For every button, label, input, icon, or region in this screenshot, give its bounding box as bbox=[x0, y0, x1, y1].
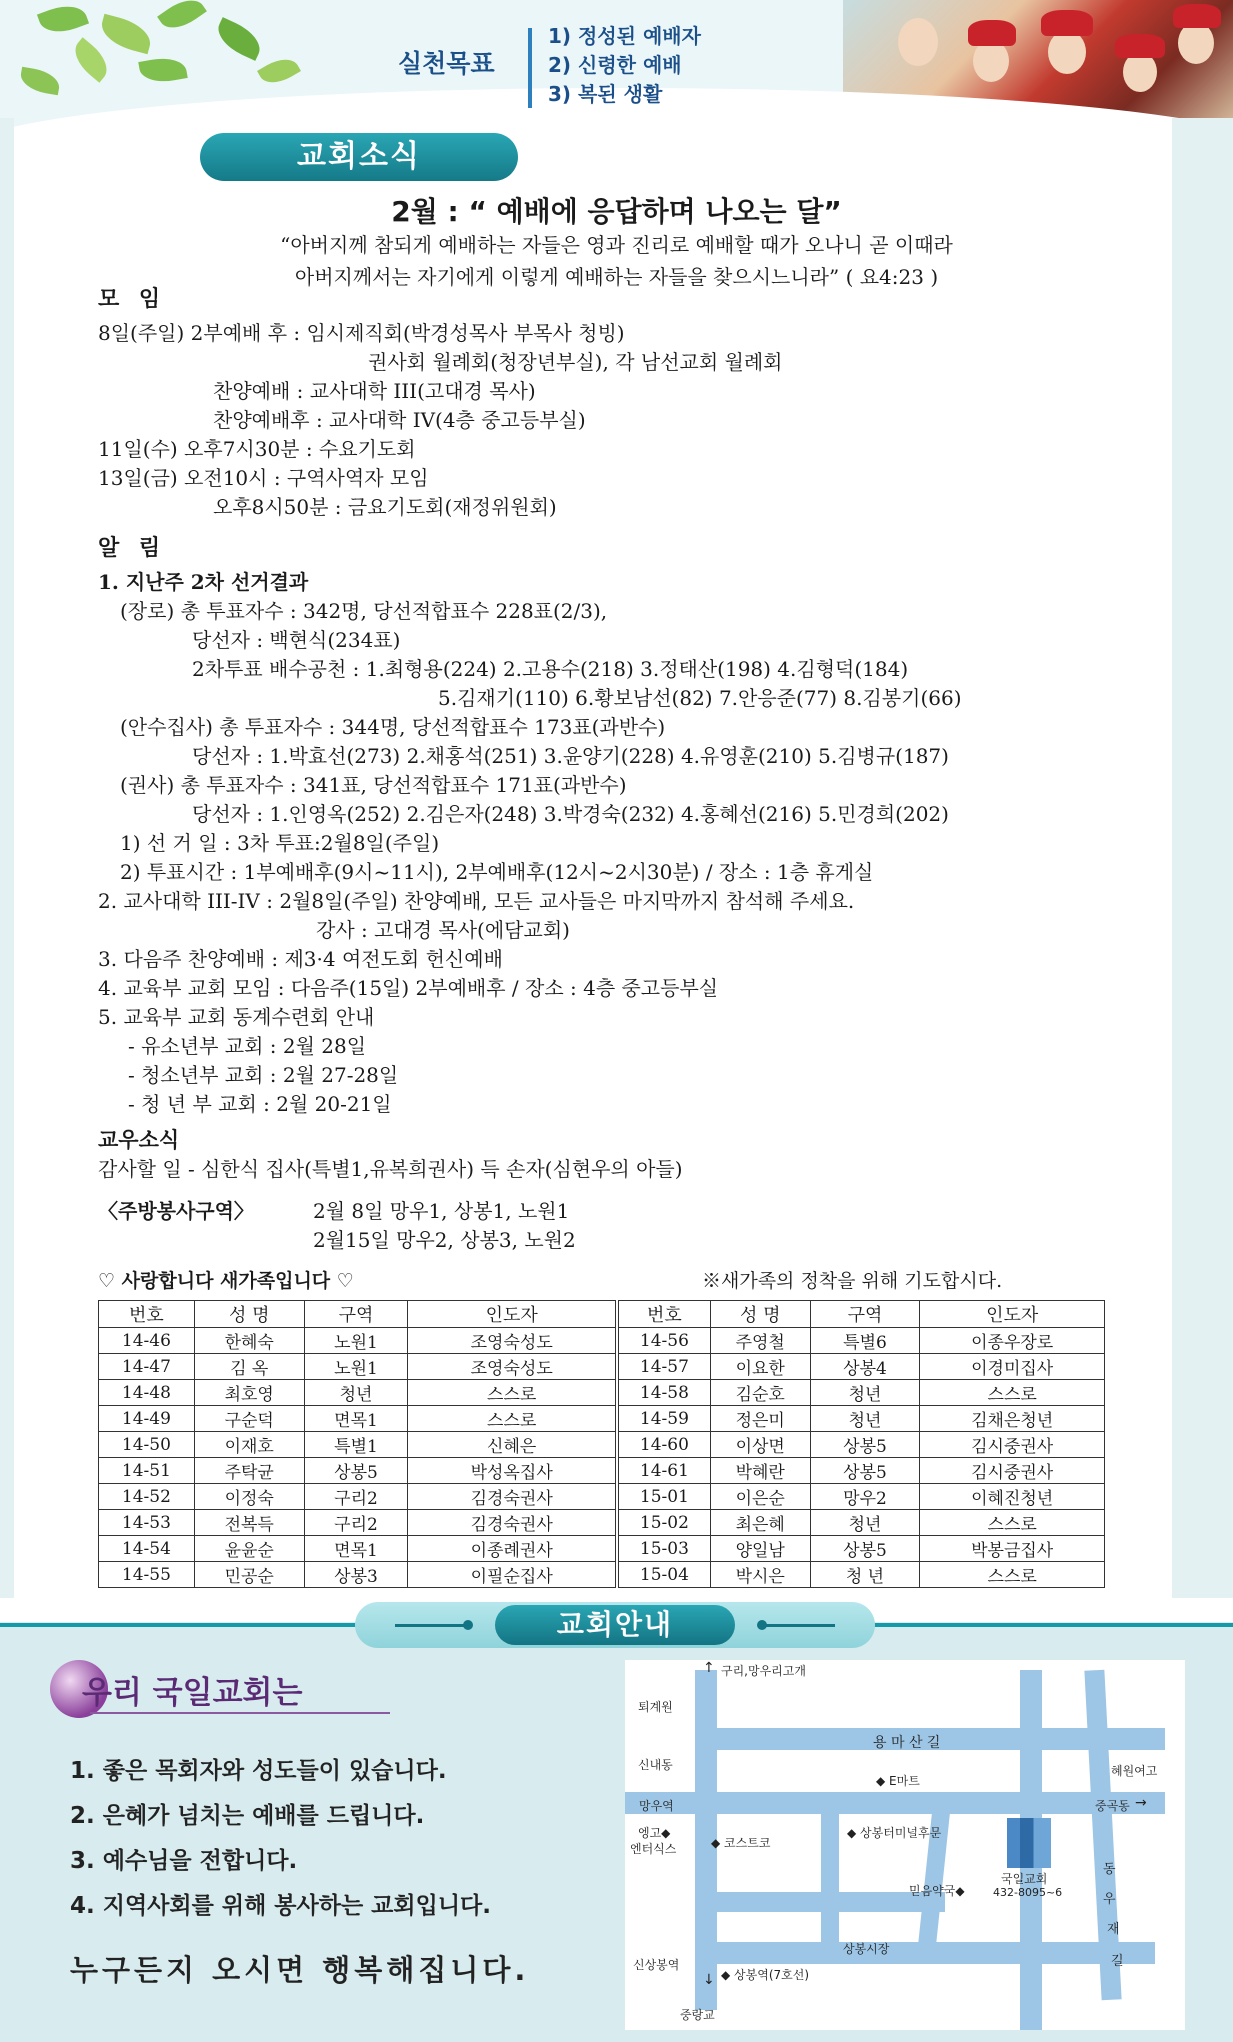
cell-name: 이정숙 bbox=[194, 1484, 304, 1510]
notice-line: 2) 투표시간 : 1부예배후(9시~11시), 2부예배후(12시~2시30분) / 장소 : 1층 휴게실 bbox=[120, 860, 874, 884]
table-row bbox=[99, 1458, 616, 1484]
col-header-district: 구역 bbox=[304, 1301, 408, 1328]
side-border-left bbox=[0, 118, 14, 1598]
cell-district: 상봉5 bbox=[810, 1458, 920, 1484]
church-map bbox=[625, 1660, 1185, 2030]
notice-line: 4. 교육부 교회 모임 : 다음주(15일) 2부예배후 / 장소 : 4층 중고등부실 bbox=[98, 976, 719, 1000]
table-row bbox=[99, 1406, 616, 1432]
table-row bbox=[619, 1484, 1105, 1510]
cell-guide: 스스로 bbox=[408, 1406, 616, 1432]
notice-line: 강사 : 고대경 목사(에담교회) bbox=[316, 918, 570, 942]
table-row bbox=[99, 1536, 616, 1562]
cell-name: 김 옥 bbox=[194, 1354, 304, 1380]
cell-number: 15-03 bbox=[619, 1536, 711, 1562]
notice-line: 당선자 : 백현식(234표) bbox=[192, 628, 401, 652]
map-label: 엥고◆ bbox=[638, 1826, 671, 1840]
cell-name: 민공순 bbox=[194, 1562, 304, 1588]
cell-name: 주영철 bbox=[710, 1328, 810, 1354]
map-label: 용 마 산 길 bbox=[873, 1735, 941, 1751]
map-label: ◆ E마트 bbox=[876, 1774, 920, 1788]
map-label: 중랑교 bbox=[680, 2008, 715, 2022]
cell-name: 이요한 bbox=[710, 1354, 810, 1380]
goal-title: 실천목표 bbox=[398, 49, 495, 78]
east-arrow-icon: → bbox=[1135, 1795, 1147, 1811]
church-building-icon bbox=[1007, 1818, 1051, 1868]
cell-number: 14-48 bbox=[99, 1380, 195, 1406]
cell-district: 상봉5 bbox=[810, 1432, 920, 1458]
table-row bbox=[99, 1432, 616, 1458]
table-row bbox=[99, 1484, 616, 1510]
guide-heading: 우리 국일교회는 bbox=[82, 1675, 303, 1711]
table-row bbox=[99, 1354, 616, 1380]
notice-line: 2. 교사대학 III-IV : 2월8일(주일) 찬양예배, 모든 교사들은 마지막까지 참석해 주세요. bbox=[98, 889, 855, 913]
goal-list bbox=[548, 22, 701, 109]
leaf-icon bbox=[257, 52, 301, 90]
cell-name: 주탁균 bbox=[194, 1458, 304, 1484]
guide-point: 4. 지역사회를 위해 봉사하는 교회입니다. bbox=[70, 1893, 491, 1919]
notice-line: (권사) 총 투표자수 : 341표, 당선적합표수 171표(과반수) bbox=[120, 773, 627, 797]
leaf-icon bbox=[37, 0, 89, 39]
cell-district: 상봉5 bbox=[304, 1458, 408, 1484]
cell-name: 최은혜 bbox=[710, 1510, 810, 1536]
meeting-line: 8일(주일) 2부예배 후 : 임시제직회(박경성목사 부목사 청빙) bbox=[98, 321, 625, 345]
cell-number: 14-55 bbox=[99, 1562, 195, 1588]
table-row bbox=[99, 1380, 616, 1406]
news-pill: 교회소식 bbox=[200, 133, 518, 181]
notice-line: (안수집사) 총 투표자수 : 344명, 당선적합표수 173표(과반수) bbox=[120, 715, 666, 739]
cell-guide: 박성옥집사 bbox=[408, 1458, 616, 1484]
cell-guide: 이경미집사 bbox=[920, 1354, 1105, 1380]
meeting-line: 권사회 월례회(청장년부실), 각 남선교회 월례회 bbox=[368, 350, 783, 374]
cell-name: 전복득 bbox=[194, 1510, 304, 1536]
cell-number: 14-57 bbox=[619, 1354, 711, 1380]
notice-line: 5.김재기(110) 6.황보남선(82) 7.안응준(77) 8.김봉기(66) bbox=[438, 686, 962, 710]
verse-line: “아버지께 참되게 예배하는 자들은 영과 진리로 예배할 때가 오나니 곧 이때라 bbox=[280, 233, 953, 257]
cell-number: 14-46 bbox=[99, 1328, 195, 1354]
map-label: 재 bbox=[1107, 1922, 1120, 1937]
guide-point: 1. 좋은 목회자와 성도들이 있습니다. bbox=[70, 1758, 447, 1784]
table-row bbox=[99, 1328, 616, 1354]
cell-number: 15-01 bbox=[619, 1484, 711, 1510]
newfamily-table-left bbox=[98, 1300, 616, 1588]
leaf-icon bbox=[212, 17, 266, 61]
cell-number: 14-56 bbox=[619, 1328, 711, 1354]
cell-name: 이은순 bbox=[710, 1484, 810, 1510]
cell-name: 한혜숙 bbox=[194, 1328, 304, 1354]
col-header-district: 구역 bbox=[810, 1301, 920, 1328]
goal-item: 3) 복된 생활 bbox=[548, 82, 663, 106]
map-road bbox=[821, 1814, 839, 1942]
cell-guide: 스스로 bbox=[920, 1510, 1105, 1536]
newfamily-table-right bbox=[618, 1300, 1105, 1588]
cell-guide: 조영숙성도 bbox=[408, 1354, 616, 1380]
map-label: 상봉시장 bbox=[843, 1942, 890, 1956]
guide-pill-label: 교회안내 bbox=[495, 1605, 735, 1645]
meeting-line: 찬양예배후 : 교사대학 IV(4층 중고등부실) bbox=[213, 408, 586, 432]
guide-point: 3. 예수님을 전합니다. bbox=[70, 1848, 298, 1874]
cell-number: 15-02 bbox=[619, 1510, 711, 1536]
verse-line: 아버지께서는 자기에게 이렇게 예배하는 자들을 찾으시느니라” ( 요4:23 ) bbox=[294, 265, 939, 289]
col-header-number: 번호 bbox=[99, 1301, 195, 1328]
cell-guide: 신혜은 bbox=[408, 1432, 616, 1458]
table-header-row bbox=[619, 1301, 1105, 1328]
meeting-heading: 모 임 bbox=[98, 287, 167, 312]
col-header-guide: 인도자 bbox=[920, 1301, 1105, 1328]
cell-district: 면목1 bbox=[304, 1406, 408, 1432]
map-label: ◆ 코스트코 bbox=[711, 1836, 771, 1850]
kitchen-heading: 〈주방봉사구역〉 bbox=[98, 1199, 254, 1223]
cell-name: 이상면 bbox=[710, 1432, 810, 1458]
table-row bbox=[619, 1536, 1105, 1562]
newfamily-prayer: ※새가족의 정착을 위해 기도합시다. bbox=[702, 1270, 1003, 1292]
cell-guide: 조영숙성도 bbox=[408, 1328, 616, 1354]
cell-number: 14-53 bbox=[99, 1510, 195, 1536]
cell-district: 망우2 bbox=[810, 1484, 920, 1510]
cell-guide: 스스로 bbox=[408, 1380, 616, 1406]
cell-number: 14-49 bbox=[99, 1406, 195, 1432]
table-row bbox=[99, 1510, 616, 1536]
cell-guide: 이혜진청년 bbox=[920, 1484, 1105, 1510]
cell-district: 상봉4 bbox=[810, 1354, 920, 1380]
cell-number: 14-58 bbox=[619, 1380, 711, 1406]
cell-number: 14-61 bbox=[619, 1458, 711, 1484]
map-road bbox=[625, 1792, 1165, 1814]
map-road bbox=[695, 1942, 1155, 1964]
cell-district: 면목1 bbox=[304, 1536, 408, 1562]
map-label: 망우역 bbox=[639, 1799, 674, 1813]
leaf-icon bbox=[67, 37, 115, 82]
table-row bbox=[619, 1380, 1105, 1406]
cell-number: 14-54 bbox=[99, 1536, 195, 1562]
newfamily-heading: ♡ 사랑합니다 새가족입니다 ♡ bbox=[98, 1270, 354, 1292]
notice-line: 2차투표 배수공천 : 1.최형용(224) 2.고용수(218) 3.정태산(198) 4.김형덕(184) bbox=[192, 657, 909, 681]
cell-district: 상봉3 bbox=[304, 1562, 408, 1588]
cell-name: 박혜란 bbox=[710, 1458, 810, 1484]
map-label: 길 bbox=[1111, 1954, 1124, 1969]
notice-line: (장로) 총 투표자수 : 342명, 당선적합표수 228표(2/3), bbox=[120, 599, 608, 623]
col-header-number: 번호 bbox=[619, 1301, 711, 1328]
cell-district: 특별1 bbox=[304, 1432, 408, 1458]
map-label: 구리,망우리고개 bbox=[721, 1664, 806, 1678]
cell-name: 정은미 bbox=[710, 1406, 810, 1432]
leaf-icon bbox=[157, 0, 207, 36]
slogan: 누구든지 오시면 행복해집니다. bbox=[70, 1953, 530, 1987]
map-label: 믿음약국◆ bbox=[909, 1884, 965, 1898]
cell-number: 15-04 bbox=[619, 1562, 711, 1588]
cell-number: 14-59 bbox=[619, 1406, 711, 1432]
north-arrow-icon: ↑ bbox=[703, 1660, 715, 1676]
table-row bbox=[619, 1432, 1105, 1458]
cell-guide: 김시중권사 bbox=[920, 1432, 1105, 1458]
side-border-right bbox=[1172, 118, 1233, 1598]
notice-line: 1) 선 거 일 : 3차 투표:2월8일(주일) bbox=[120, 831, 440, 855]
goal-item: 2) 신령한 예배 bbox=[548, 53, 682, 77]
table-row bbox=[619, 1328, 1105, 1354]
cell-district: 구리2 bbox=[304, 1510, 408, 1536]
cell-district: 청년 bbox=[304, 1380, 408, 1406]
notice-line: - 유소년부 교회 : 2월 28일 bbox=[128, 1034, 367, 1058]
cell-district: 노원1 bbox=[304, 1328, 408, 1354]
cell-name: 이재호 bbox=[194, 1432, 304, 1458]
leaf-icon bbox=[97, 14, 154, 55]
cell-district: 청년 bbox=[810, 1380, 920, 1406]
cell-guide: 김채은청년 bbox=[920, 1406, 1105, 1432]
notice-line: 5. 교육부 교회 동계수련회 안내 bbox=[98, 1005, 375, 1029]
cell-name: 구순덕 bbox=[194, 1406, 304, 1432]
notice-line: - 청 년 부 교회 : 2월 20-21일 bbox=[128, 1092, 392, 1116]
cell-name: 박시은 bbox=[710, 1562, 810, 1588]
map-road bbox=[695, 1892, 945, 1912]
goal-divider bbox=[528, 28, 532, 108]
notice-line: 당선자 : 1.인영옥(252) 2.김은자(248) 3.박경숙(232) 4.홍혜선(216) 5.민경희(202) bbox=[192, 802, 949, 826]
cell-name: 양일남 bbox=[710, 1536, 810, 1562]
meeting-line: 찬양예배 : 교사대학 III(고대경 목사) bbox=[213, 379, 536, 403]
cell-guide: 스스로 bbox=[920, 1380, 1105, 1406]
cell-number: 14-60 bbox=[619, 1432, 711, 1458]
members-heading: 교우소식 bbox=[98, 1128, 180, 1152]
page-title: 2월 : “ 예배에 응답하며 나오는 달” bbox=[391, 195, 842, 228]
col-header-name: 성 명 bbox=[710, 1301, 810, 1328]
cell-district: 청년 bbox=[810, 1510, 920, 1536]
table-row bbox=[619, 1510, 1105, 1536]
map-label: ◆ 상봉터미널후문 bbox=[847, 1826, 942, 1840]
map-label: 우 bbox=[1103, 1892, 1116, 1907]
map-label: 동 bbox=[1103, 1862, 1116, 1877]
cell-guide: 김경숙권사 bbox=[408, 1484, 616, 1510]
col-header-guide: 인도자 bbox=[408, 1301, 616, 1328]
cell-guide: 김시중권사 bbox=[920, 1458, 1105, 1484]
guide-point: 2. 은혜가 넘치는 예배를 드립니다. bbox=[70, 1803, 425, 1829]
cell-guide: 이필순집사 bbox=[408, 1562, 616, 1588]
cell-number: 14-47 bbox=[99, 1354, 195, 1380]
table-row bbox=[619, 1562, 1105, 1588]
cell-guide: 이종우장로 bbox=[920, 1328, 1105, 1354]
cell-district: 노원1 bbox=[304, 1354, 408, 1380]
cell-name: 최호영 bbox=[194, 1380, 304, 1406]
col-header-name: 성 명 bbox=[194, 1301, 304, 1328]
heading-underline bbox=[90, 1712, 390, 1714]
map-label: 퇴계원 bbox=[638, 1700, 673, 1714]
guide-pill bbox=[355, 1602, 875, 1648]
goal-item: 1) 정성된 예배자 bbox=[548, 24, 701, 48]
map-label: 국일교회 bbox=[1001, 1872, 1048, 1886]
meeting-line: 11일(수) 오후7시30분 : 수요기도회 bbox=[98, 437, 416, 461]
cell-number: 14-52 bbox=[99, 1484, 195, 1510]
meeting-line: 오후8시50분 : 금요기도회(재정위원회) bbox=[213, 495, 557, 519]
south-arrow-icon: ↓ bbox=[703, 1972, 715, 1988]
notice-line: 당선자 : 1.박효선(273) 2.채홍석(251) 3.윤양기(228) 4.유영훈(210) 5.김병규(187) bbox=[192, 744, 949, 768]
table-row bbox=[619, 1354, 1105, 1380]
notice-line: 1. 지난주 2차 선거결과 bbox=[98, 570, 309, 594]
map-label: 432-8095~6 bbox=[993, 1886, 1063, 1899]
cell-number: 14-50 bbox=[99, 1432, 195, 1458]
cell-guide: 박봉금집사 bbox=[920, 1536, 1105, 1562]
cell-district: 특별6 bbox=[810, 1328, 920, 1354]
notice-line: - 청소년부 교회 : 2월 27-28일 bbox=[128, 1063, 399, 1087]
header-banner bbox=[0, 0, 1233, 130]
kitchen-row: 2월15일 망우2, 상봉3, 노원2 bbox=[313, 1228, 576, 1252]
map-label: 혜원여고 bbox=[1111, 1764, 1158, 1778]
table-row bbox=[619, 1406, 1105, 1432]
map-label: 신상봉역 bbox=[633, 1958, 680, 1972]
table-header-row bbox=[99, 1301, 616, 1328]
cell-district: 구리2 bbox=[304, 1484, 408, 1510]
map-label: 엔터식스 bbox=[630, 1842, 677, 1856]
map-label: 중곡동 bbox=[1095, 1799, 1130, 1813]
notice-line: 3. 다음주 찬양예배 : 제3·4 여전도회 헌신예배 bbox=[98, 947, 503, 971]
leaf-icon bbox=[18, 67, 61, 96]
meeting-line: 13일(금) 오전10시 : 구역사역자 모임 bbox=[98, 466, 429, 490]
cell-number: 14-51 bbox=[99, 1458, 195, 1484]
cell-district: 상봉5 bbox=[810, 1536, 920, 1562]
map-label: 신내동 bbox=[638, 1758, 673, 1772]
cell-district: 청 년 bbox=[810, 1562, 920, 1588]
table-row bbox=[99, 1562, 616, 1588]
cell-name: 윤윤순 bbox=[194, 1536, 304, 1562]
notice-heading: 알 림 bbox=[98, 536, 167, 561]
table-row bbox=[619, 1458, 1105, 1484]
map-label: ◆ 상봉역(7호선) bbox=[721, 1968, 810, 1982]
leaf-icon bbox=[138, 54, 187, 86]
cell-district: 청년 bbox=[810, 1406, 920, 1432]
cell-name: 김순호 bbox=[710, 1380, 810, 1406]
kitchen-row: 2월 8일 망우1, 상봉1, 노원1 bbox=[313, 1199, 570, 1223]
members-text: 감사할 일 - 심한식 집사(특별1,유복희권사) 득 손자(심현우의 아들) bbox=[98, 1157, 683, 1181]
cell-guide: 이종례권사 bbox=[408, 1536, 616, 1562]
cell-guide: 스스로 bbox=[920, 1562, 1105, 1588]
cell-guide: 김경숙권사 bbox=[408, 1510, 616, 1536]
